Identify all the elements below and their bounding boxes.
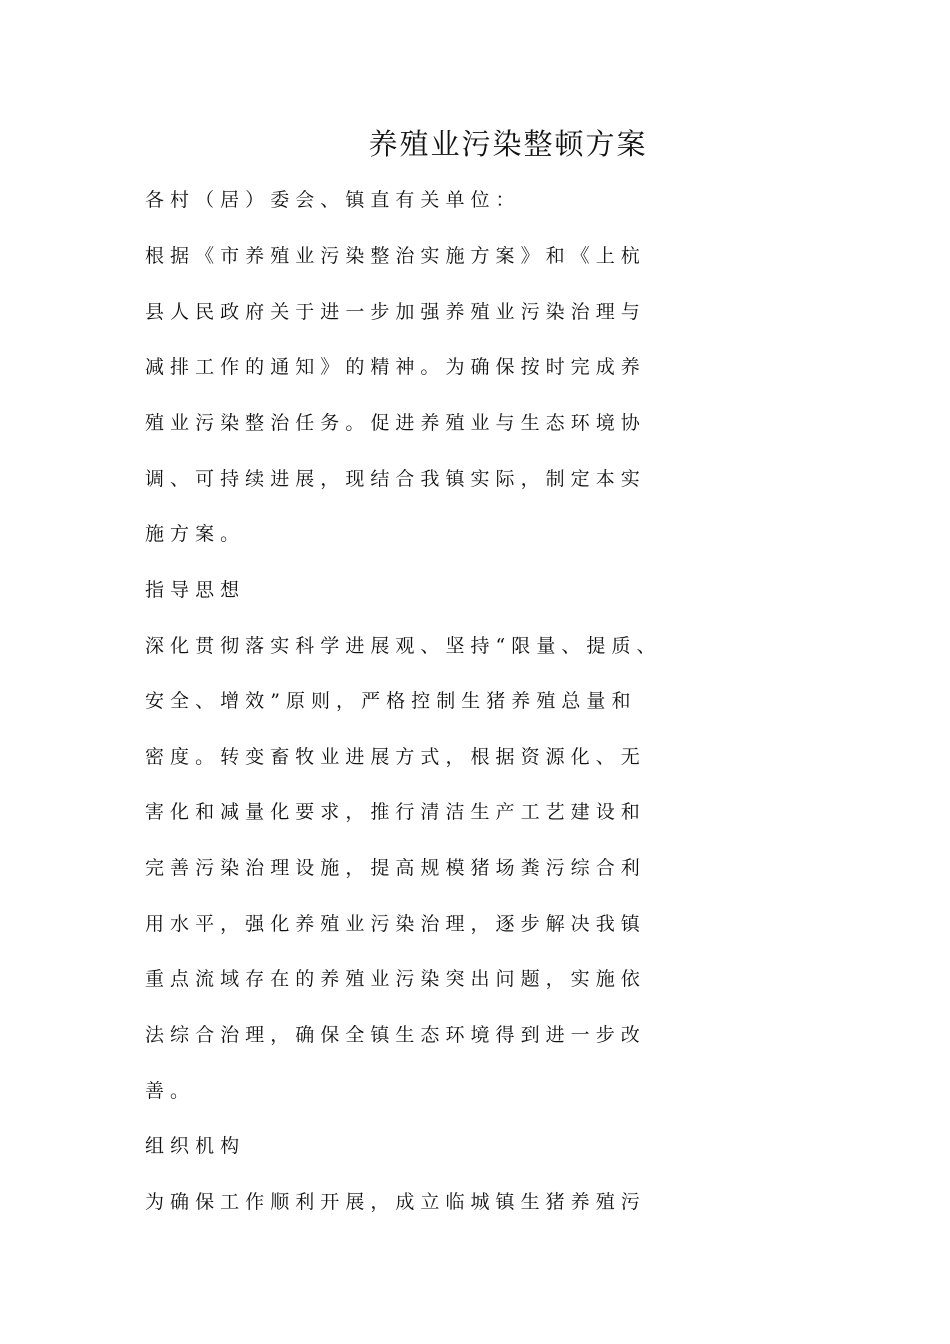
body-line: 善 。 xyxy=(145,1080,190,1102)
body-line: 减 排 工 作 的 通 知 》 的 精 神 。 为 确 保 按 时 完 成 养 xyxy=(145,356,640,378)
body-line: 殖 业 污 染 整 治 任 务 。 促 进 养 殖 业 与 生 态 环 境 协 xyxy=(145,412,640,434)
section-heading: 组 织 机 构 xyxy=(145,1135,240,1157)
body-line: 为 确 保 工 作 顺 利 开 展 ， 成 立 临 城 镇 生 猪 养 殖 污 xyxy=(145,1191,640,1213)
body-line: 施 方 案 。 xyxy=(145,523,240,545)
salutation-line: 各 村 （ 居 ） 委 会 、 镇 直 有 关 单 位 ： xyxy=(145,189,515,211)
body-line: 县 人 民 政 府 关 于 进 一 步 加 强 养 殖 业 污 染 治 理 与 xyxy=(145,301,640,323)
body-line: 密 度 。 转 变 畜 牧 业 进 展 方 式 ， 根 据 资 源 化 、 无 xyxy=(145,746,640,768)
body-line: 深 化 贯 彻 落 实 科 学 进 展 观 、 坚 持 “ 限 量 、 提 质 、 xyxy=(145,635,656,657)
body-line: 重 点 流 域 存 在 的 养 殖 业 污 染 突 出 问 题 ， 实 施 依 xyxy=(145,968,640,990)
body-line: 完 善 污 染 治 理 设 施 ， 提 高 规 模 猪 场 粪 污 综 合 利 xyxy=(145,857,640,879)
body-line: 根 据 《 市 养 殖 业 污 染 整 治 实 施 方 案 》 和 《 上 杭 xyxy=(145,245,640,267)
section-heading: 指 导 思 想 xyxy=(145,579,240,601)
document-title: 养殖业污染整顿方案 xyxy=(368,127,648,161)
body-line: 安 全 、 增 效 ” 原 则 ， 严 格 控 制 生 猪 养 殖 总 量 和 xyxy=(145,690,631,712)
body-line: 法 综 合 治 理 ， 确 保 全 镇 生 态 环 境 得 到 进 一 步 改 xyxy=(145,1024,640,1046)
body-line: 害 化 和 减 量 化 要 求 ， 推 行 清 洁 生 产 工 艺 建 设 和 xyxy=(145,801,640,823)
body-line: 调 、 可 持 续 进 展 ， 现 结 合 我 镇 实 际 ， 制 定 本 实 xyxy=(145,468,640,490)
body-line: 用 水 平 ， 强 化 养 殖 业 污 染 治 理 ， 逐 步 解 决 我 镇 xyxy=(145,913,640,935)
